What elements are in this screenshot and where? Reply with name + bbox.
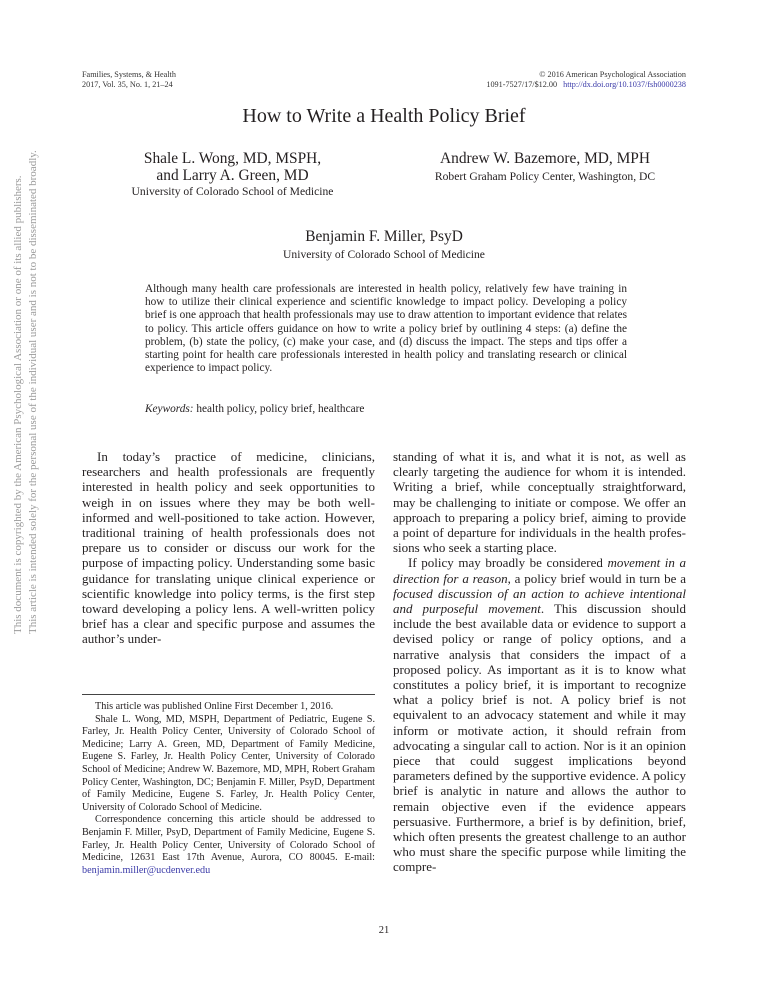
issn-doi-line	[486, 80, 686, 90]
watermark-line-2: This article is intended solely for the personal use of the individual user and is not to be disseminated broadly.	[27, 150, 39, 634]
author-group-2	[395, 150, 695, 184]
author-affiliation: Robert Graham Policy Center, Washington, DC	[434, 170, 656, 183]
footnote-published: This article was published Online First December 1, 2016.	[95, 701, 334, 712]
author-affiliation: University of Colorado School of Medicine	[131, 185, 334, 198]
body-column-right	[393, 449, 686, 875]
keywords-value: health policy, policy brief, healthcare	[196, 403, 365, 415]
author-line-1: Shale L. Wong, MD, MSPH,	[143, 150, 322, 167]
footnote-affiliations: Shale L. Wong, MD, MSPH, Department of Pediatric, Eugene S. Farley, Jr. Health Policy Center, University of Colorado School of Medicine; Larry A. Green, MD, Department of Family Medicine, Eugene S. Farley, Jr. Health Policy Center, University of Colorado School of Medicine; Andrew W. Bazemore, MD, MPH, Robert Graham Policy Center, Washington, DC; Benjamin F. Miller, PsyD, Department of Family Medicine, Eugene S. Farley, Jr. Health Policy Center, University of Colorado School of Medicine.	[82, 713, 375, 813]
page-number: 21	[378, 925, 390, 936]
text-run: , a policy brief would in turn be a	[507, 570, 686, 586]
copyright-notice: © 2016 American Psychological Association	[539, 70, 686, 79]
body-column-left	[82, 449, 375, 647]
author-line-1: Benjamin F. Miller, PsyD	[305, 228, 463, 245]
article-title: How to Write a Health Policy Brief	[242, 105, 526, 127]
author-line-1: Andrew W. Bazemore, MD, MPH	[440, 150, 650, 167]
email-link[interactable]: benjamin.miller@ucdenver.edu	[82, 864, 211, 876]
footnote-divider	[82, 694, 375, 695]
body-paragraph: In today’s practice of medicine, clinicians, researchers and health professionals are frequently interested in health policy and seek opportunities to weigh in on issues where they may be both well-informed and well-positioned to take action. However, traditional training of health professionals does not prepare us to consider or discuss our work for the purpose of impacting policy. Understanding some basic guidance for translating unique clinical experience or scientific knowledge into policy terms, is the first step toward developing a policy lens. A well-written policy brief has a clear and specific purpose and assumes the author’s under-	[82, 449, 375, 647]
emphasis-text: focused discussion of an action to achieve intentional and purposeful movement	[393, 585, 686, 617]
emphasis-text: movement in a direction for a reason	[393, 555, 687, 586]
footnotes	[82, 701, 375, 877]
watermark-line-1: This document is copyrighted by the American Psychological Association or one of its allied publishers.	[12, 175, 24, 634]
issn-price: 1091-7527/17/$12.00	[486, 80, 558, 89]
volume-info: 2017, Vol. 35, No. 1, 21–24	[82, 80, 173, 89]
author-group-1	[100, 150, 365, 199]
body-paragraph	[393, 555, 686, 874]
author-affiliation: University of Colorado School of Medicine	[283, 248, 485, 261]
doi-link[interactable]: http://dx.doi.org/10.1037/fsh0000238	[563, 80, 686, 89]
journal-name: Families, Systems, & Health	[82, 70, 176, 79]
correspondence-text: Correspondence concerning this article should be addressed to Benjamin F. Miller, PsyD, Department of Family Medicine, Eugene S. Farley, Jr. Health Policy Center, University of Colorado School of Medicine, 12631 East 17th Avenue, Aurora, CO 80045. E-mail:	[82, 814, 375, 864]
text-run: . This discussion should include the best available data or evidence to support a devised policy or range of policy options, and a narrative analysis that considers the impact of a proposed policy. As important as it is to know what constitutes a policy brief, it is important to recognize what a policy brief is not. A policy brief is not equivalent to an advocacy statement and while it may inform or motivate action, it should refrain from advocating a singular call to action. Nor is it an opinion piece that could suggest implications beyond parameters defined by the supportive evidence. A policy brief is analytic in nature and allows the author to remain objective even if the evidence appears persuasive. Furthermore, a brief is by definition, brief, which often presents the greatest challenge to an author who must share the specific purpose while limiting the compre-	[393, 601, 687, 875]
footnote-correspondence	[82, 814, 375, 877]
abstract: Although many health care professionals are interested in health policy, relatively few have training in how to utilize their clinical experience and scientific knowledge to impact policy. Developing a policy brief is one approach that health professionals may use to draw attention to important evidence that relates to policy. This article offers guidance on how to write a policy brief by outlining 4 steps: (a) define the problem, (b) state the policy, (c) make your case, and (d) discuss the impact. The steps and tips offer a starting point for health care professionals interested in health policy and translating research or clinical experience to impact policy.	[145, 283, 627, 375]
body-paragraph: standing of what it is, and what it is not, as well as clearly targeting the audience for whom it is intended. Writing a brief, while conceptually straightforward, may be challenging to initiate or compose. We offer an approach to preparing a policy brief, aiming to provide a point of departure for individuals in the health professions who seek a starting place.	[393, 449, 686, 556]
keywords	[145, 403, 627, 416]
journal-citation	[82, 70, 176, 90]
copyright-block	[486, 70, 686, 90]
keywords-label: Keywords:	[145, 403, 194, 415]
author-group-3	[0, 228, 768, 262]
author-line-2: and Larry A. Green, MD	[156, 167, 309, 184]
copyright-watermark	[0, 0, 60, 994]
text-run: If policy may broadly be considered	[408, 555, 608, 571]
